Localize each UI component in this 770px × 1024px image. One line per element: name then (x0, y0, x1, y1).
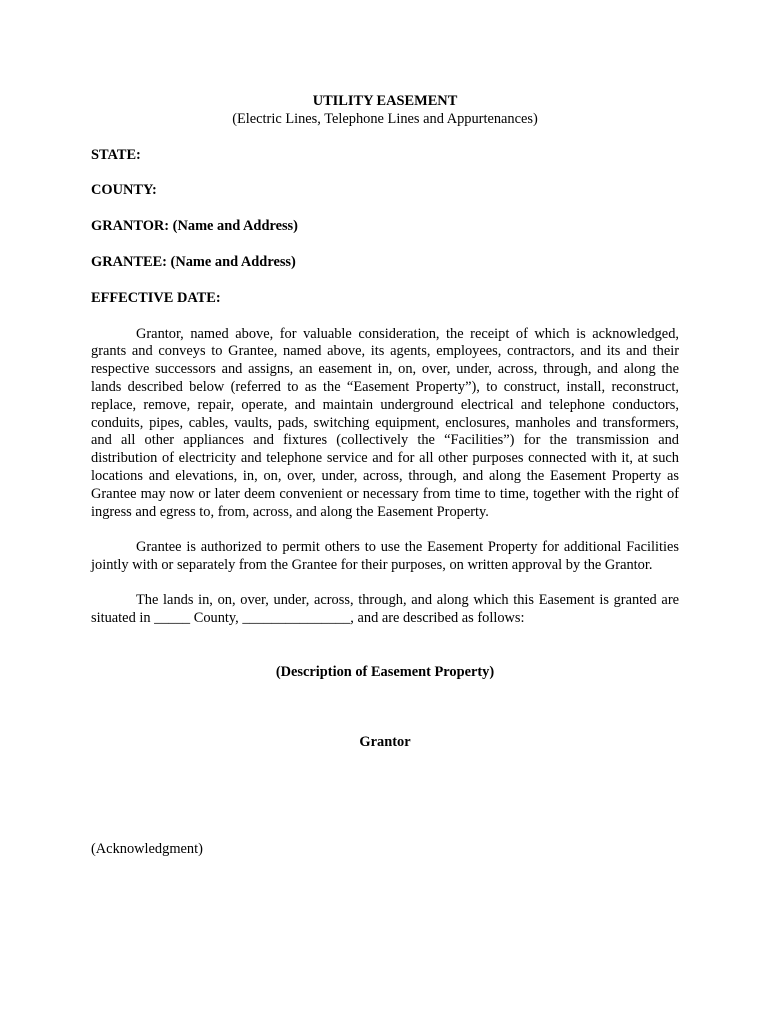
grant-paragraph: Grantor, named above, for valuable consideration, the receipt of which is acknowledged, grants and conveys to Grantee, named above, its agents, employees, contractors, and its and their respective successors and assigns, an easement in, on, over, under, across, through, and along the lands described below (referred to as the “Easement Property”), to construct, install, reconstruct, replace, remove, repair, operate, and maintain underground electrical and telephone conductors, conduits, pipes, cables, vaults, pads, switching equipment, enclosures, manholes and transformers, and all other appliances and fixtures (collectively the “Facilities”) for the transmission and distribution of electricity and telephone service and for all other purposes connected with it, at such locations and elevations, in, on, over, under, across, through, and along the Easement Property as Grantee may now or later deem convenient or necessary from time to time, together with the right of ingress and egress to, from, across, and along the Easement Property. (91, 325, 679, 520)
acknowledgment-label: (Acknowledgment) (91, 841, 203, 858)
location-paragraph: The lands in, on, over, under, across, through, and along which this Easement is granted are situated in _____ County, _______________, and are described as follows: (91, 591, 679, 626)
state-field: STATE: (91, 146, 141, 163)
county-field: COUNTY: (91, 182, 157, 199)
document-title: UTILITY EASEMENT (312, 93, 458, 109)
grantor-field: GRANTOR: (Name and Address) (91, 218, 298, 235)
grantor-signature-label: Grantor (359, 734, 411, 751)
grantee-field: GRANTEE: (Name and Address) (91, 253, 296, 270)
document-body (91, 93, 679, 873)
description-heading: (Description of Easement Property) (275, 663, 495, 680)
document-subtitle: (Electric Lines, Telephone Lines and Appurtenances) (232, 110, 538, 127)
effective-date-field: EFFECTIVE DATE: (91, 289, 221, 306)
authorization-paragraph: Grantee is authorized to permit others to use the Easement Property for additional Facilities jointly with or separately from the Grantee for their purposes, on written approval by the Grantor. (91, 538, 679, 573)
